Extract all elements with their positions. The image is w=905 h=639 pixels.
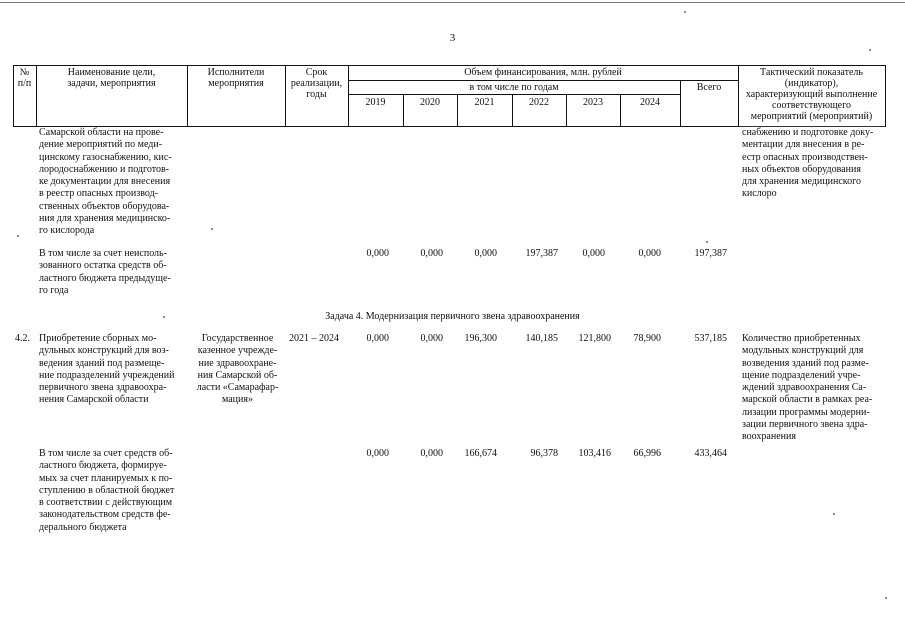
row-regional-name: В том числе за счет средств об- ластного бюджета, формируе- мых за счет планируемых к по- ступлению в областной бюджет в соответствии с действующим законодательством средств фе- дерального бюджета <box>39 448 175 533</box>
value-2019: 0,000 <box>366 333 389 344</box>
row-unused-name: В том числе за счет неисполь- зованного остатка средств об- ластного бюджета предыдуще- го года <box>39 248 171 296</box>
row-4-2-executor: Государственное казенное учрежде- ние здравоохране- ния Самарской об- ласти «Самарафар- мация» <box>196 333 279 406</box>
value-2021: 166,674 <box>464 448 497 459</box>
header-year-2020: 2020 <box>420 97 440 108</box>
scan-speck <box>833 513 835 515</box>
value-2022: 96,378 <box>530 448 558 459</box>
value-2023: 103,416 <box>578 448 611 459</box>
value-2024: 78,900 <box>633 333 661 344</box>
scan-speck <box>17 235 19 237</box>
header-year-2019: 2019 <box>365 97 386 108</box>
scan-speck <box>706 241 708 243</box>
value-total: 537,185 <box>694 333 727 344</box>
value-2024: 66,996 <box>633 448 661 459</box>
value-2020: 0,000 <box>420 333 443 344</box>
header-name: Наименование цели, задачи, мероприятия <box>67 67 156 89</box>
header-indicator: Тактический показатель (индикатор), характеризующий выполнение соответствующего мероприятий (мероприятий) <box>745 67 878 122</box>
scan-speck <box>211 228 213 230</box>
value-2021: 196,300 <box>464 333 497 344</box>
value-total: 197,387 <box>694 248 727 259</box>
row-4-2-indicator: Количество приобретенных модульных конструкций для возведения зданий под разме- щение подразделений учре- ждений здравоохранения Са- марской области в рамках реа- лизации программы модерни- зации первичного звена здра- воохранения <box>742 333 873 443</box>
header-no: № п/п <box>17 67 32 89</box>
value-2019: 0,000 <box>366 248 389 259</box>
task-4-title: Задача 4. Модернизация первичного звена здравоохранения <box>325 311 580 322</box>
value-2019: 0,000 <box>366 448 389 459</box>
value-2024: 0,000 <box>638 248 661 259</box>
value-2021: 0,000 <box>474 248 497 259</box>
header-year-2024: 2024 <box>640 97 660 108</box>
row-continued-indicator: снабжению и подготовке доку- ментации для внесения в ре- естр опасных производствен- ных объектов оборудования для хранения медицинского кислоро <box>742 127 874 200</box>
value-total: 433,464 <box>694 448 727 459</box>
header-total: Всего <box>696 82 722 93</box>
row-continued-name: Самарской области на прове- дение мероприятий по меди- цинскому газоснабжению, кис- лородоснабжению и подготов- ке документации для внесения в реестр опасных производ- ственных объектов оборудова- ния для хранения медицинско- го кислорода <box>39 127 172 237</box>
value-2023: 121,800 <box>578 333 611 344</box>
scan-speck <box>684 11 686 13</box>
top-border-line <box>0 2 905 3</box>
value-2020: 0,000 <box>420 248 443 259</box>
value-2022: 197,387 <box>525 248 558 259</box>
row-4-2-name: Приобретение сборных мо- дульных конструкций для воз- ведения зданий под размеще- ние подразделений учреждений первичного звена здравоохра- нения Самарской области <box>39 333 175 406</box>
value-2022: 140,185 <box>525 333 558 344</box>
row-4-2-number: 4.2. <box>15 333 30 344</box>
header-by-years: в том числе по годам <box>469 82 559 93</box>
scan-speck <box>163 316 165 318</box>
scan-speck <box>885 597 887 599</box>
header-year-2022: 2022 <box>529 97 549 108</box>
page-number: 3 <box>449 32 456 44</box>
header-executors: Исполнители мероприятия <box>207 67 265 89</box>
header-year-2023: 2023 <box>583 97 603 108</box>
header-term: Срок реализации, годы <box>290 67 343 100</box>
value-2020: 0,000 <box>420 448 443 459</box>
scan-speck <box>869 49 871 51</box>
header-funding: Объем финансирования, млн. рублей <box>464 67 622 78</box>
header-year-2021: 2021 <box>474 97 495 108</box>
value-2023: 0,000 <box>582 248 605 259</box>
row-4-2-term: 2021 – 2024 <box>289 333 339 344</box>
